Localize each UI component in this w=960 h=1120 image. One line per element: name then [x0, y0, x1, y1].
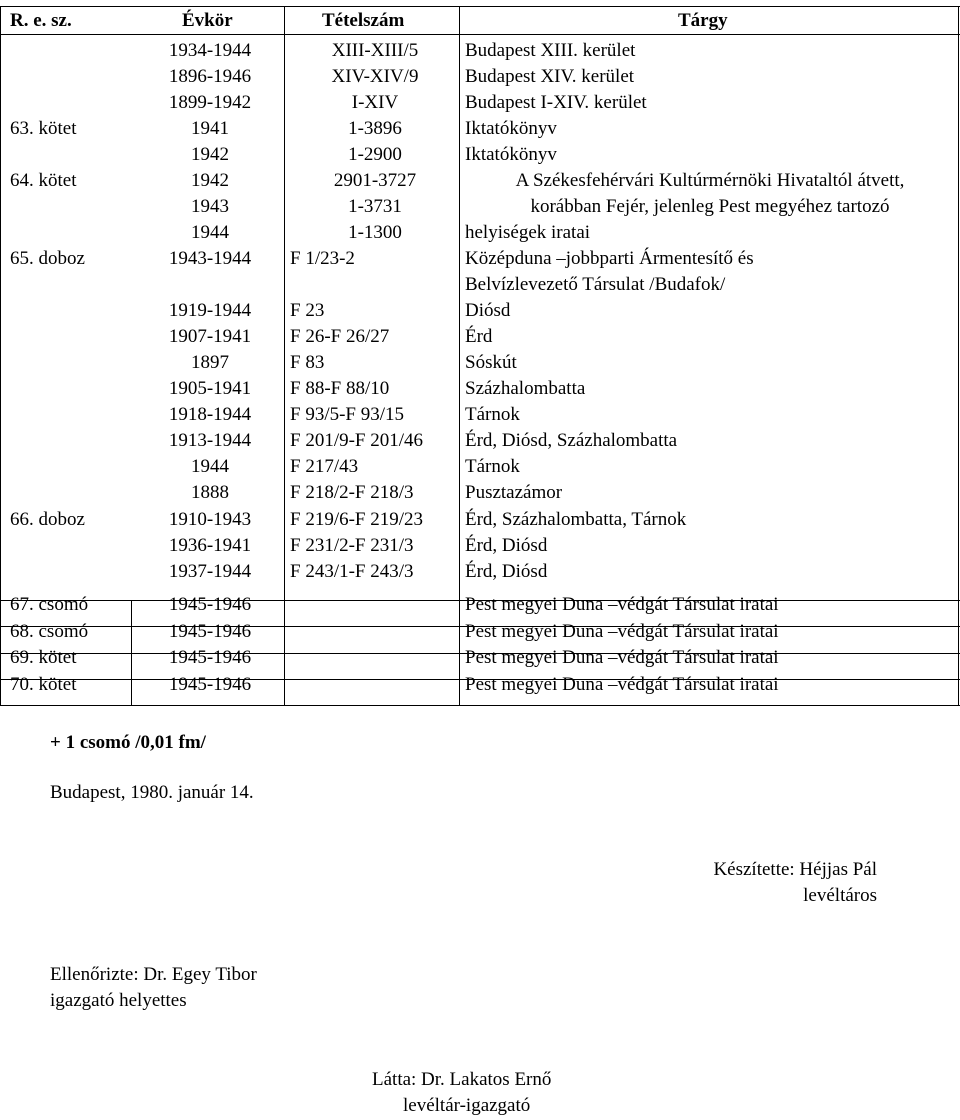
table-border-top — [0, 6, 960, 7]
table-cell-years: 1943-1944 — [168, 248, 252, 269]
table-cell-items: F 201/9-F 201/46 — [290, 430, 424, 451]
table-cell-subject: Belvízlevezető Társulat /Budafok/ — [465, 274, 726, 295]
extra-note: + 1 csomó /0,01 fm/ — [50, 732, 206, 753]
seen-by: Látta: Dr. Lakatos Ernő — [372, 1069, 552, 1090]
table-cell-ref: 63. kötet — [10, 118, 77, 139]
table-cell-years: 1945-1946 — [168, 674, 252, 695]
table-cell-years: 1944 — [191, 456, 229, 477]
table-cell-subject: Pusztazámor — [465, 482, 563, 503]
table-cell-items: I-XIV — [351, 92, 399, 113]
table-cell-years: 1944 — [191, 222, 229, 243]
table-cell-ref: 65. doboz — [10, 248, 85, 269]
table-border-bottom — [0, 705, 960, 706]
table-cell-items: F 88-F 88/10 — [290, 378, 390, 399]
table-cell-subject: korábban Fejér, jelenleg Pest megyéhez tartozó — [530, 196, 890, 217]
table-cell-years: 1942 — [191, 144, 229, 165]
table-cell-subject: Érd — [465, 326, 493, 347]
table-cell-items: F 218/2-F 218/3 — [290, 482, 414, 503]
table-cell-items: 1-3896 — [348, 118, 402, 139]
table-cell-subject: Iktatókönyv — [465, 118, 557, 139]
table-cell-items: XIII-XIII/5 — [331, 40, 419, 61]
table-cell-years: 1945-1946 — [168, 621, 252, 642]
table-cell-items: 1-3731 — [348, 196, 402, 217]
table-cell-items: F 243/1-F 243/3 — [290, 561, 414, 582]
table-cell-subject: Pest megyei Duna –védgát Társulat iratai — [465, 621, 779, 642]
table-cell-subject: Tárnok — [465, 404, 520, 425]
table-cell-subject: Budapest XIII. kerület — [465, 40, 636, 61]
table-cell-items: 2901-3727 — [333, 170, 417, 191]
table-cell-subject: Iktatókönyv — [465, 144, 557, 165]
table-border-right — [958, 6, 959, 706]
table-cell-items: 1-2900 — [348, 144, 402, 165]
table-cell-items: F 1/23-2 — [290, 248, 355, 269]
table-cell-items: F 83 — [290, 352, 325, 373]
table-cell-years: 1936-1941 — [168, 535, 252, 556]
table-cell-subject: Diósd — [465, 300, 511, 321]
table-cell-years: 1942 — [191, 170, 229, 191]
table-cell-subject: Budapest I-XIV. kerület — [465, 92, 647, 113]
table-cell-items: XIV-XIV/9 — [331, 66, 419, 87]
table-cell-years: 1934-1944 — [168, 40, 252, 61]
table-cell-years: 1896-1946 — [168, 66, 252, 87]
table-cell-subject: Pest megyei Duna –védgát Társulat iratai — [465, 674, 779, 695]
table-cell-subject: helyiségek iratai — [465, 222, 591, 243]
table-cell-items: F 26-F 26/27 — [290, 326, 390, 347]
table-cell-subject: Érd, Diósd — [465, 535, 548, 556]
table-cell-ref: 64. kötet — [10, 170, 77, 191]
column-divider — [131, 600, 132, 705]
table-cell-years: 1945-1946 — [168, 647, 252, 668]
table-cell-ref: 68. csomó — [10, 621, 89, 642]
table-cell-items: F 231/2-F 231/3 — [290, 535, 414, 556]
checked-by: Ellenőrizte: Dr. Egey Tibor — [50, 964, 257, 985]
table-cell-subject: Középduna –jobbparti Ármentesítő és — [465, 248, 754, 269]
table-cell-ref: 67. csomó — [10, 594, 89, 615]
table-cell-subject: Tárnok — [465, 456, 520, 477]
table-cell-years: 1905-1941 — [168, 378, 252, 399]
table-cell-items: 1-1300 — [348, 222, 402, 243]
table-cell-subject: Budapest XIV. kerület — [465, 66, 635, 87]
table-cell-ref: 70. kötet — [10, 674, 77, 695]
prepared-role: levéltáros — [803, 885, 877, 906]
table-cell-subject: Pest megyei Duna –védgát Társulat iratai — [465, 647, 779, 668]
table-cell-years: 1941 — [191, 118, 229, 139]
table-cell-years: 1910-1943 — [168, 509, 252, 530]
table-cell-years: 1919-1944 — [168, 300, 252, 321]
header-divider — [0, 34, 960, 35]
table-cell-subject: Érd, Százhalombatta, Tárnok — [465, 509, 687, 530]
table-cell-subject: A Székesfehérvári Kultúrmérnöki Hivataltól átvett, — [515, 170, 905, 191]
prepared-by: Készítette: Héjjas Pál — [713, 859, 877, 880]
table-cell-years: 1937-1944 — [168, 561, 252, 582]
table-cell-years: 1899-1942 — [168, 92, 252, 113]
seen-role: levéltár-igazgató — [403, 1095, 531, 1116]
table-cell-items: F 93/5-F 93/15 — [290, 404, 405, 425]
column-divider — [284, 6, 285, 706]
table-cell-years: 1918-1944 — [168, 404, 252, 425]
table-cell-subject: Érd, Diósd, Százhalombatta — [465, 430, 678, 451]
table-cell-items: F 217/43 — [290, 456, 359, 477]
table-cell-years: 1907-1941 — [168, 326, 252, 347]
table-cell-ref: 66. doboz — [10, 509, 85, 530]
table-cell-items: F 23 — [290, 300, 325, 321]
header-item: Tételszám — [322, 10, 405, 31]
table-cell-items: F 219/6-F 219/23 — [290, 509, 424, 530]
table-cell-subject: Százhalombatta — [465, 378, 586, 399]
table-cell-subject: Pest megyei Duna –védgát Társulat iratai — [465, 594, 779, 615]
table-cell-subject: Érd, Diósd — [465, 561, 548, 582]
table-border-left — [0, 6, 1, 706]
header-subject: Tárgy — [678, 10, 728, 31]
place-date: Budapest, 1980. január 14. — [50, 782, 254, 803]
table-cell-subject: Sóskút — [465, 352, 517, 373]
header-years: Évkör — [182, 10, 233, 31]
header-ref: R. e. sz. — [10, 10, 72, 31]
table-cell-years: 1945-1946 — [168, 594, 252, 615]
table-cell-years: 1888 — [191, 482, 229, 503]
table-cell-years: 1913-1944 — [168, 430, 252, 451]
table-cell-years: 1897 — [191, 352, 229, 373]
checked-role: igazgató helyettes — [50, 990, 187, 1011]
table-cell-years: 1943 — [191, 196, 229, 217]
table-cell-ref: 69. kötet — [10, 647, 77, 668]
